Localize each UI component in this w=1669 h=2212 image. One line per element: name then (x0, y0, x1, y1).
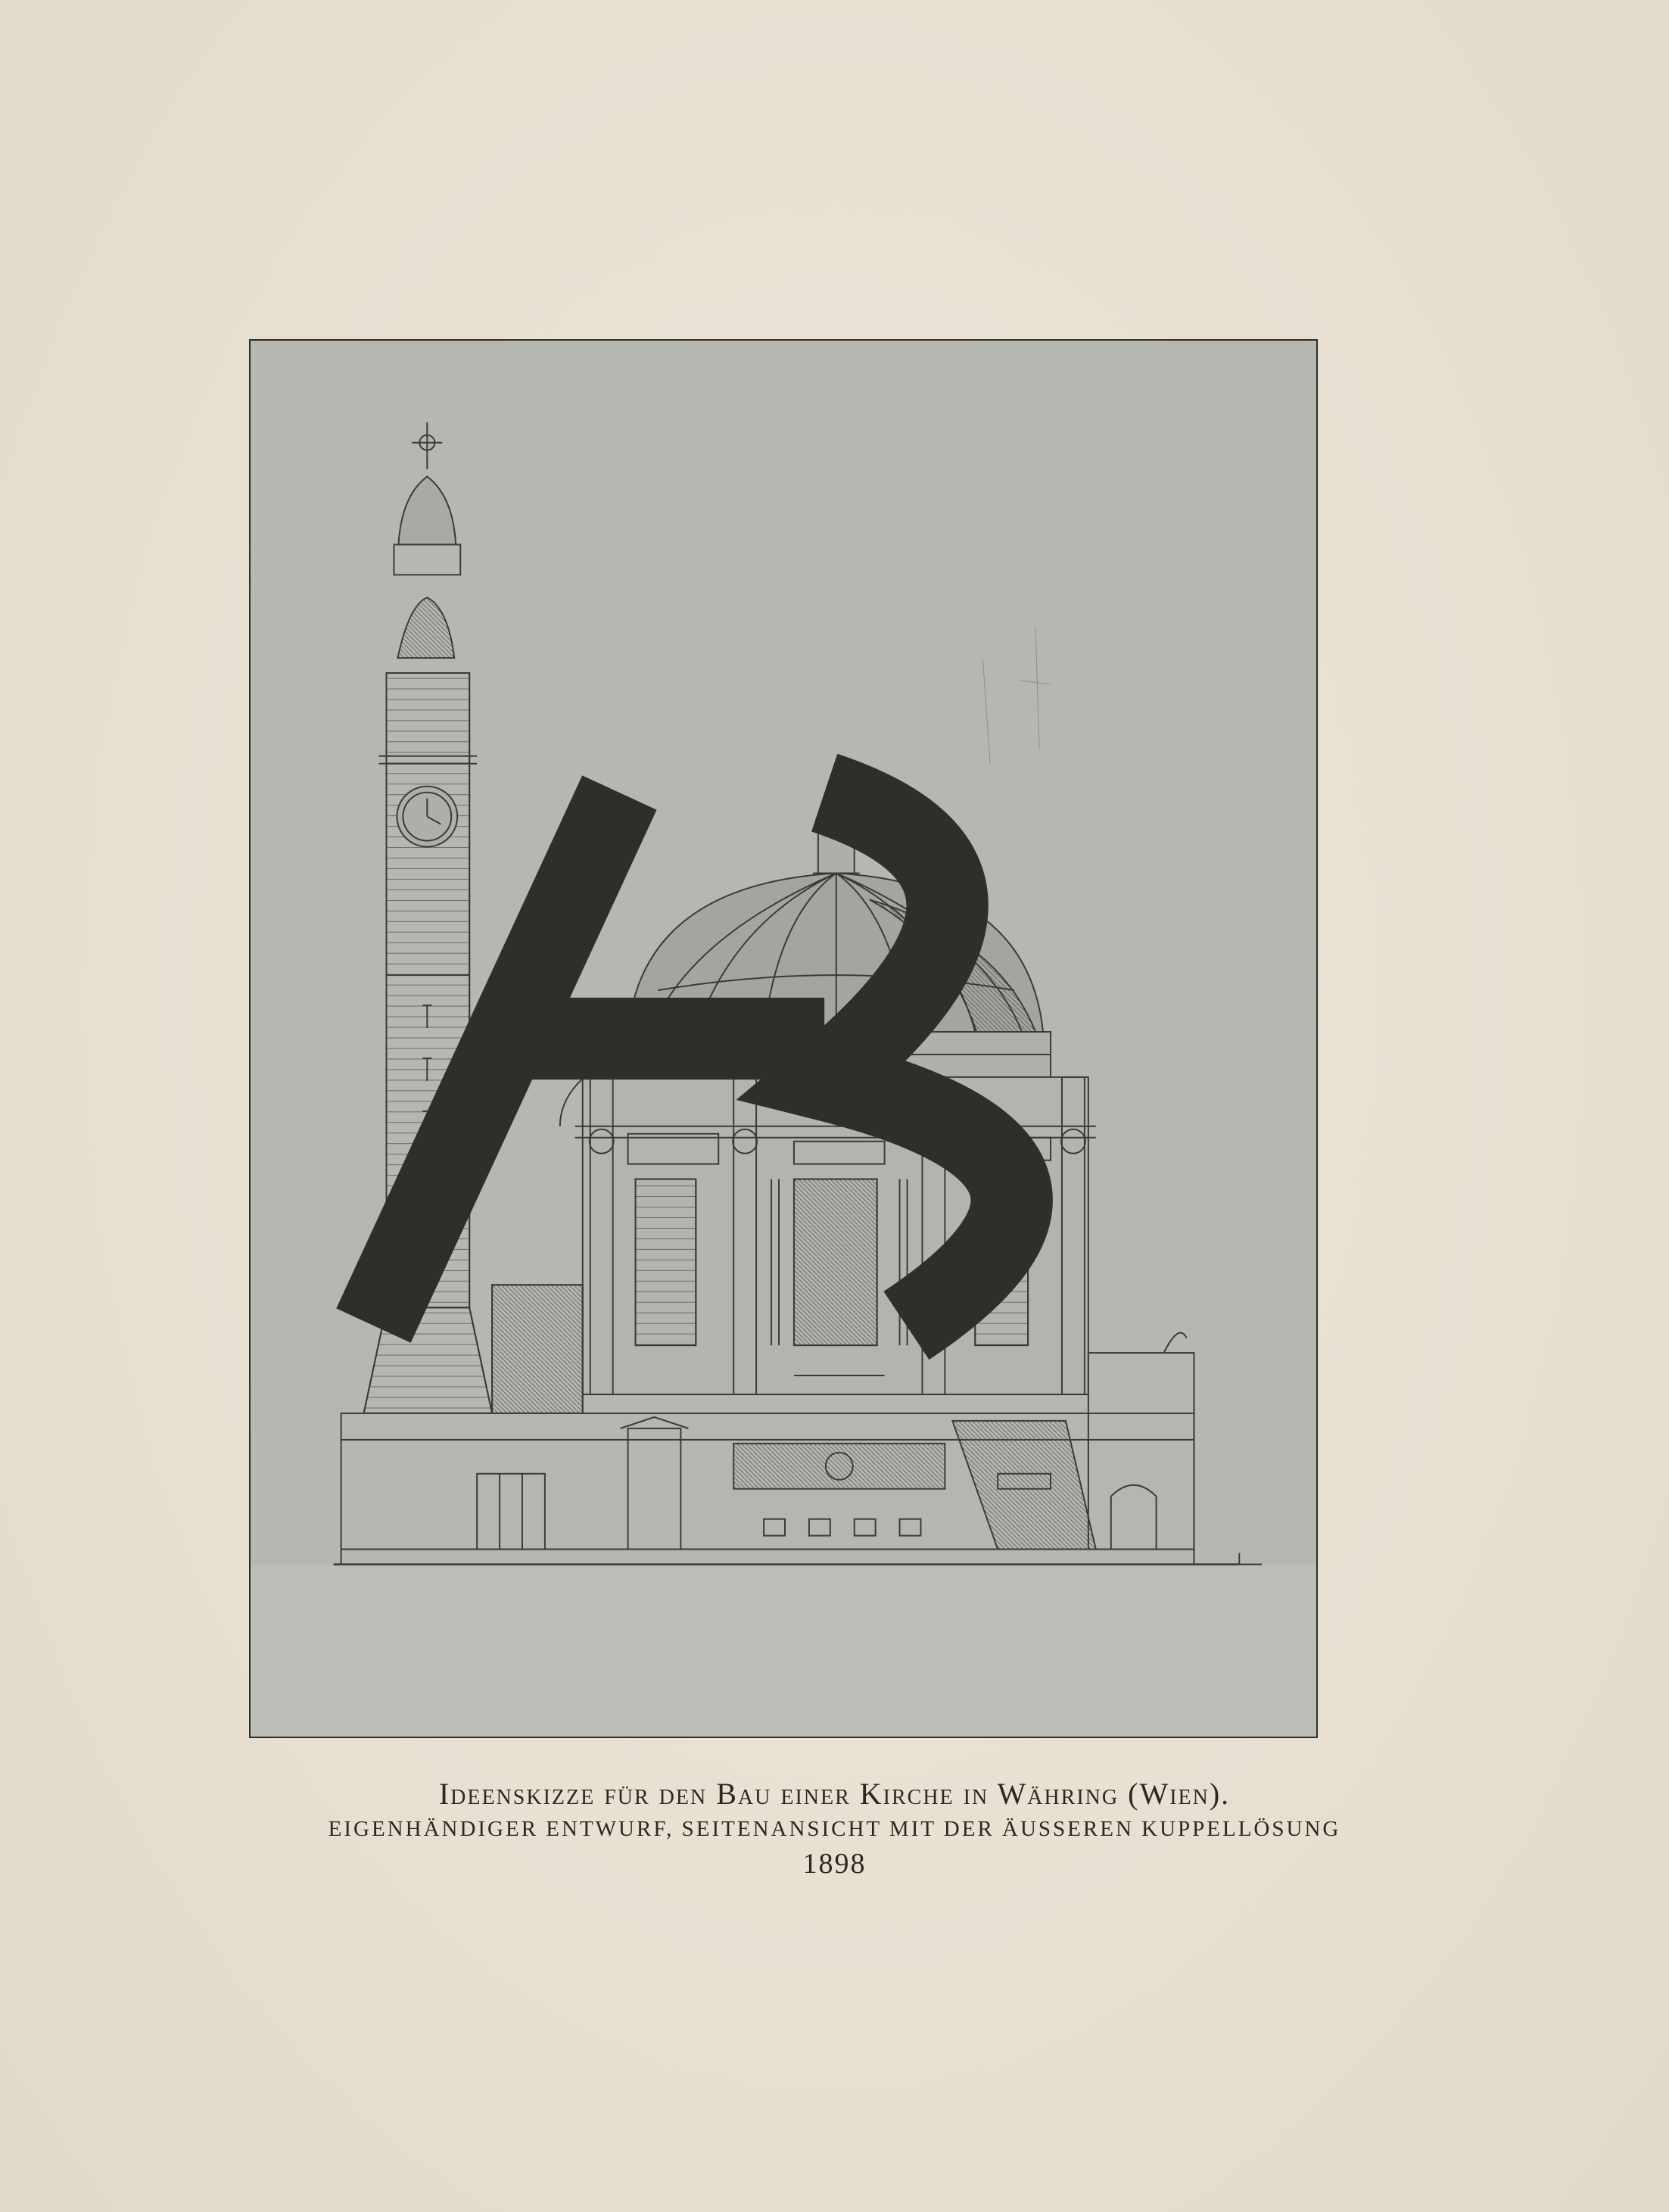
caption-subtitle: EIGENHÄNDIGER ENTWURF, SEITENANSICHT MIT DER ÄUSSEREN KUPPELLÖSUNG (328, 1817, 1341, 1841)
caption-year: 1898 (802, 1848, 867, 1880)
caption-title: Ideenskizze für den Bau einer Kirche in Währing (Wien). (438, 1777, 1231, 1811)
illustration-plate (249, 339, 1318, 1738)
artist-monogram (251, 341, 1316, 1737)
